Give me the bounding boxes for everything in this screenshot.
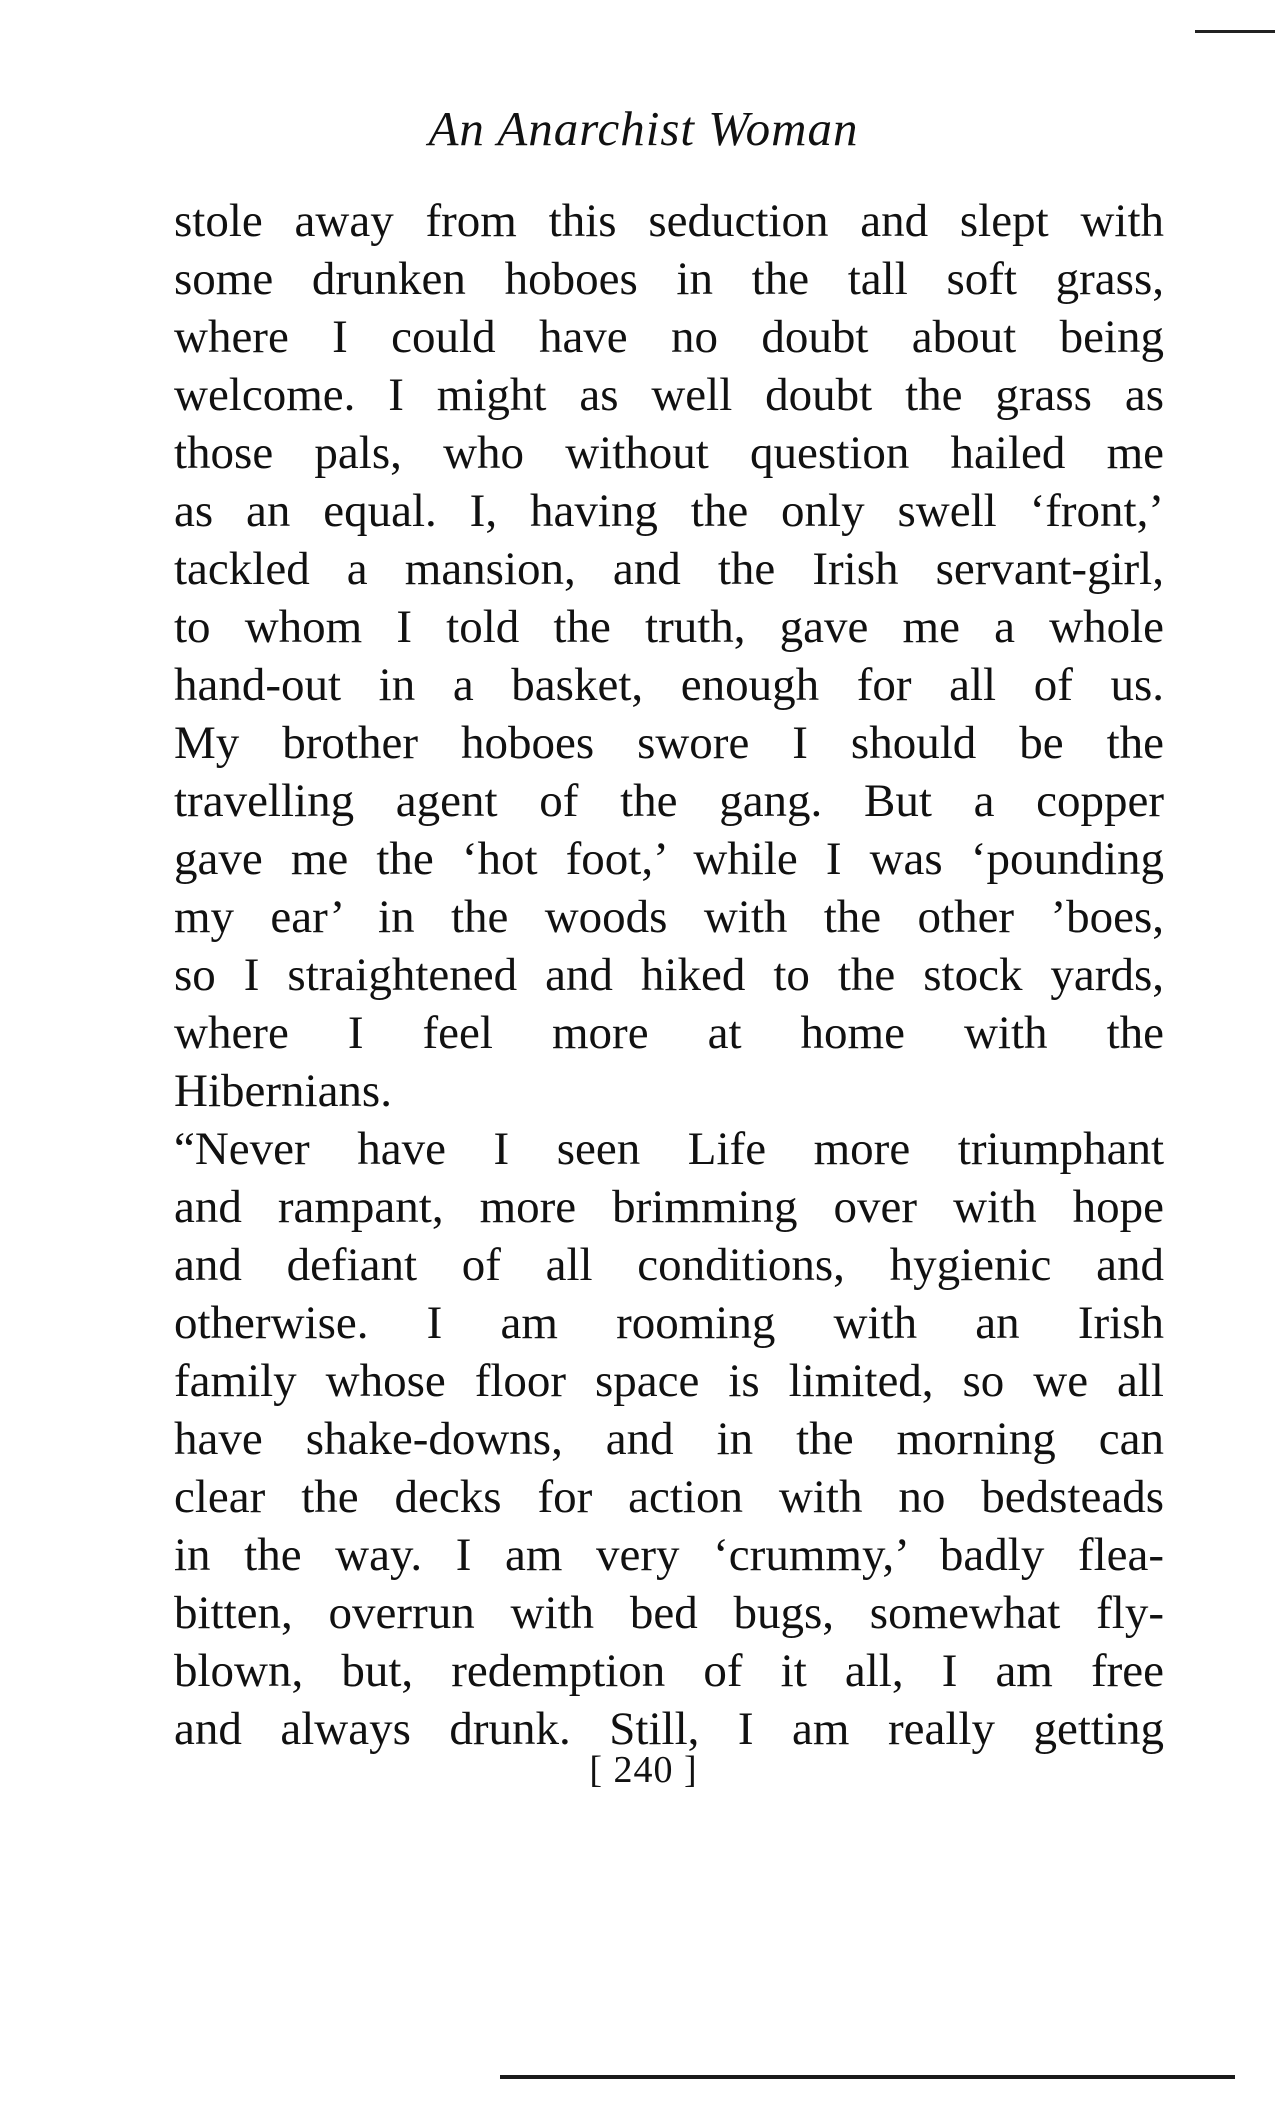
text-line: clear the decks for action with no bedsteads (174, 1471, 1164, 1523)
text-line: and always drunk. Still, I am really getting (174, 1703, 1164, 1755)
text-line: gave me the ‘hot foot,’ while I was ‘pounding (174, 833, 1164, 885)
text-line: in the way. I am very ‘crummy,’ badly flea- (174, 1529, 1164, 1581)
paragraph-end-line: Hibernians. (174, 1065, 392, 1117)
top-edge-mark (1195, 30, 1275, 33)
text-line: and defiant of all conditions, hygienic and (174, 1239, 1164, 1291)
text-line: where I could have no doubt about being (174, 311, 1164, 363)
text-line: travelling agent of the gang. But a copper (174, 775, 1164, 827)
paragraph-start-line: “Never have I seen Life more triumphant (174, 1123, 1164, 1175)
text-line: hand-out in a basket, enough for all of us. (174, 659, 1164, 711)
text-line: blown, but, redemption of it all, I am free (174, 1645, 1164, 1697)
text-line: My brother hoboes swore I should be the (174, 717, 1164, 769)
text-line: otherwise. I am rooming with an Irish (174, 1297, 1164, 1349)
bottom-edge-rule (500, 2075, 1235, 2079)
text-line: stole away from this seduction and slept with (174, 195, 1164, 247)
text-line: and rampant, more brimming over with hope (174, 1181, 1164, 1233)
text-line: tackled a mansion, and the Irish servant-girl, (174, 543, 1164, 595)
page-number: [ 240 ] (589, 1749, 698, 1791)
text-line: bitten, overrun with bed bugs, somewhat fly- (174, 1587, 1164, 1639)
text-line: my ear’ in the woods with the other ’boes, (174, 891, 1164, 943)
text-line: those pals, who without question hailed me (174, 427, 1164, 479)
text-line: family whose floor space is limited, so we all (174, 1355, 1164, 1407)
text-line: as an equal. I, having the only swell ‘front,’ (174, 485, 1164, 537)
text-line: so I straightened and hiked to the stock yards, (174, 949, 1164, 1001)
text-line: welcome. I might as well doubt the grass as (174, 369, 1164, 421)
text-line: to whom I told the truth, gave me a whole (174, 601, 1164, 653)
text-line: have shake-downs, and in the morning can (174, 1413, 1164, 1465)
text-line: some drunken hoboes in the tall soft grass, (174, 253, 1164, 305)
body-text (174, 192, 1164, 1758)
text-line: where I feel more at home with the (174, 1007, 1164, 1059)
running-title: An Anarchist Woman (428, 101, 859, 156)
